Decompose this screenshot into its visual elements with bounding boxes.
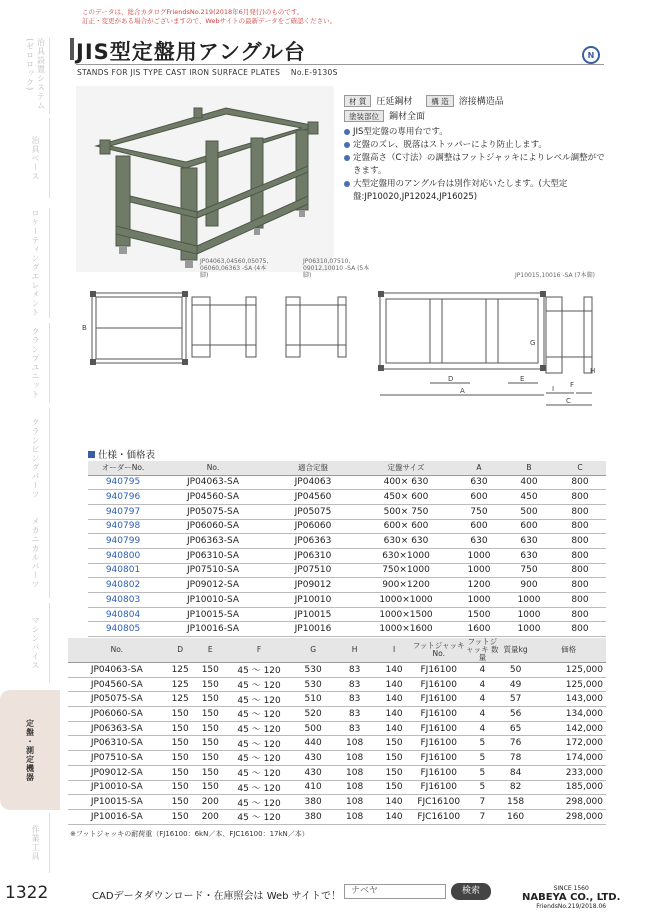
table-row [88,548,606,563]
order-number-link[interactable]: 940803 [88,593,158,608]
table-cell: FJC16100 [413,795,465,810]
table-cell: 530 [292,677,334,692]
table-cell: 7 [465,795,500,810]
table-cell: 630 [454,534,504,549]
sidebar-item-clamping-parts[interactable]: クランピングパーツ [22,408,50,508]
order-number-link[interactable]: 940800 [88,548,158,563]
page-subtitle: STANDS FOR JIS TYPE CAST IRON SURFACE PLATES No.E-9130S [77,68,338,77]
drawing-label-4-leg: JP04063,04560,05075, 06060,06363 -SA (4本脚) [200,258,269,279]
table-cell: 750×1000 [358,563,454,578]
table-cell: JP05075 [268,504,358,519]
cad-download-text: CADデータダウンロード・在庫照会は Web サイトで！ [92,891,341,902]
table-cell: JP10010 [268,593,358,608]
table-cell: 510 [292,692,334,707]
sidebar-item-locating[interactable]: ロケーティングエレメント [22,208,50,318]
table-cell: 49 [500,677,531,692]
table-cell: FJ16100 [413,751,465,766]
table-cell: 108 [334,809,376,824]
table-cell: 630× 630 [358,534,454,549]
table-cell: 150 [166,765,195,780]
table-cell: 4 [465,677,500,692]
table-cell: 630 [504,548,554,563]
table-cell: 125,000 [531,663,606,678]
sidebar-item-surface-plate[interactable]: 定盤・測定機器 [0,690,60,810]
table-cell: 520 [292,707,334,722]
table-cell: 108 [334,795,376,810]
table-cell: 900 [504,578,554,593]
table-header-row: No. D E F G H I フットジャッキ No. フットジャッキ 数量 質量kg 価格 [68,638,606,663]
table-cell: 78 [500,751,531,766]
table-cell: JP07510-SA [68,751,166,766]
table-cell: 45 ～ 120 [226,765,292,780]
table-cell: 800 [554,534,606,549]
table-cell: 450× 600 [358,490,454,505]
table-cell: 800 [554,593,606,608]
order-number-link[interactable]: 940805 [88,622,158,637]
sidebar [0,38,60,861]
table-cell: 750 [504,563,554,578]
table-cell: FJ16100 [413,736,465,751]
table-cell: JP10016-SA [68,809,166,824]
table-row [68,663,606,678]
table-cell: JP10016 [268,622,358,637]
table-row [68,765,606,780]
table-cell: 440 [292,736,334,751]
table-cell: 45 ～ 120 [226,692,292,707]
table-cell: 84 [500,765,531,780]
table-row [68,780,606,795]
technical-drawing [70,255,610,415]
spec-table-1 [88,461,606,637]
table-cell: 150 [195,677,226,692]
table-cell: 630×1000 [358,548,454,563]
table-cell: 430 [292,751,334,766]
sidebar-item-mechanical[interactable]: メカニカルパーツ [22,508,50,598]
table-cell: 140 [375,707,412,722]
dim-label-e: E [520,375,525,383]
table-cell: 150 [195,765,226,780]
feature-item: 大型定盤用のアングル台は別作対応いたします。(大型定盤:JP10020,JP12024,JP16025) [344,178,606,204]
table-cell: 150 [166,707,195,722]
table-cell: 800 [554,519,606,534]
table-cell: 50 [500,663,531,678]
spec-paint-row: 塗装部位 鋼材全面 [344,109,425,122]
order-number-link[interactable]: 940799 [88,534,158,549]
table-cell: 630 [504,534,554,549]
table-cell: 45 ～ 120 [226,677,292,692]
table-cell: 500 [292,721,334,736]
table-cell: JP04063-SA [158,475,268,490]
table-cell: 4 [465,707,500,722]
feature-list [344,126,606,204]
table-cell: JP10010-SA [158,593,268,608]
dim-label-f: F [570,381,575,389]
table-cell: 750 [454,504,504,519]
table-cell: 150 [195,707,226,722]
table-cell: 800 [554,548,606,563]
table-cell: 150 [166,736,195,751]
table-cell: 45 ～ 120 [226,809,292,824]
table-cell: 800 [554,563,606,578]
table-row [68,795,606,810]
order-number-link[interactable]: 940796 [88,490,158,505]
table-cell: JP07510-SA [158,563,268,578]
table-cell: 160 [500,809,531,824]
table-cell: 172,000 [531,736,606,751]
table-cell: 600 [454,490,504,505]
table-cell: 45 ～ 120 [226,707,292,722]
page-title: JIS型定盤用アングル台 [76,40,306,64]
table-cell: 800 [554,622,606,637]
table-cell: 125 [166,663,195,678]
dim-label-g: G [530,339,536,347]
table-cell: JP09012-SA [68,765,166,780]
table-cell: 45 ～ 120 [226,736,292,751]
section-heading: 仕様・価格表 [88,447,155,461]
table-cell: JP04063 [268,475,358,490]
dim-label-c: C [566,397,571,405]
order-number-link[interactable]: 940798 [88,519,158,534]
table-cell: 150 [195,663,226,678]
table-cell: 140 [375,795,412,810]
table-cell: 4 [465,692,500,707]
table-cell: 150 [195,780,226,795]
table-row [68,751,606,766]
table-cell: 45 ～ 120 [226,721,292,736]
dim-label-d: D [448,375,454,383]
table-cell: 143,000 [531,692,606,707]
table-row [88,475,606,490]
table-cell: 800 [554,490,606,505]
table-cell: JP04560 [268,490,358,505]
sidebar-item-tools[interactable]: 作業工具 [22,813,50,873]
table-cell: 5 [465,751,500,766]
table-cell: FJ16100 [413,707,465,722]
table-cell: JP09012-SA [158,578,268,593]
table-row [88,504,606,519]
table-header-row: オーダーNo. No. 適合定盤 定盤サイズ A B C [88,461,606,475]
table-cell: JP06363-SA [68,721,166,736]
table-cell: 1600 [454,622,504,637]
table-cell: 4 [465,721,500,736]
table-row [88,593,606,608]
table-cell: 200 [195,795,226,810]
table-cell: FJ16100 [413,677,465,692]
table-cell: 298,000 [531,809,606,824]
table-cell: JP07510 [268,563,358,578]
table-cell: JP05075-SA [68,692,166,707]
table-cell: 800 [554,504,606,519]
table-cell: 800 [554,607,606,622]
brand-logo-icon: N [582,46,600,64]
table-row [88,607,606,622]
table-cell: FJ16100 [413,692,465,707]
table-cell: 1000 [454,548,504,563]
table-cell: 800 [554,475,606,490]
table-cell: 83 [334,663,376,678]
table-cell: 142,000 [531,721,606,736]
feature-item: 定盤のズレ、脱落はストッパーにより防止します。 [344,139,606,152]
page-number: 1322 [5,883,49,903]
table-cell: FJ16100 [413,721,465,736]
table-cell: JP06310 [268,548,358,563]
table-row [68,692,606,707]
table-cell: 76 [500,736,531,751]
table-cell: 200 [195,809,226,824]
table-cell: JP10016-SA [158,622,268,637]
table-cell: 56 [500,707,531,722]
table-cell: 108 [334,751,376,766]
table-cell: FJC16100 [413,809,465,824]
table-cell: 1000 [504,593,554,608]
table-cell: 57 [500,692,531,707]
table-cell: 83 [334,721,376,736]
table-cell: 500 [504,504,554,519]
table-cell: 45 ～ 120 [226,663,292,678]
table-cell: 174,000 [531,751,606,766]
table-cell: 1000 [454,563,504,578]
table-cell: 150 [375,751,412,766]
order-number-link[interactable]: 940804 [88,607,158,622]
table-cell: 4 [465,663,500,678]
table-cell: JP06060-SA [158,519,268,534]
table-cell: JP06310-SA [68,736,166,751]
table-cell: 600 [454,519,504,534]
sidebar-item-vise[interactable]: マシンバイス [22,603,50,683]
table-cell: JP06363-SA [158,534,268,549]
table-cell: 150 [166,780,195,795]
table-cell: 140 [375,809,412,824]
search-input[interactable]: ナベヤ [344,884,446,899]
table-cell: 1000×1000 [358,593,454,608]
table-cell: 150 [166,795,195,810]
table-cell: 45 ～ 120 [226,795,292,810]
table-cell: JP10015-SA [68,795,166,810]
table-row [88,534,606,549]
table-cell: 140 [375,692,412,707]
table-cell: JP06060-SA [68,707,166,722]
table-cell: 125,000 [531,677,606,692]
table-cell: 150 [195,692,226,707]
sidebar-item-clamp-unit[interactable]: クランプユニット [22,323,50,403]
table-cell: 65 [500,721,531,736]
order-number-link[interactable]: 940797 [88,504,158,519]
table-cell: 1000×1500 [358,607,454,622]
table-row [68,809,606,824]
table-cell: 5 [465,765,500,780]
table-cell: JP06060 [268,519,358,534]
table-cell: 158 [500,795,531,810]
table-cell: 500× 750 [358,504,454,519]
table-cell: 140 [375,721,412,736]
table-cell: 233,000 [531,765,606,780]
table-cell: 150 [375,780,412,795]
table-cell: 1000 [504,622,554,637]
table-row [68,721,606,736]
spec-table-2 [68,638,606,825]
table-cell: 600 [504,519,554,534]
company-logo: SINCE 1560 NABEYA CO., LTD. FriendsNo.219/2018.06 [522,885,621,910]
table-cell: FJ16100 [413,663,465,678]
table-cell: FJ16100 [413,765,465,780]
sidebar-item-jig-base[interactable]: 治具ベース [22,118,50,198]
table-cell: JP04560-SA [158,490,268,505]
table-cell: 125 [166,692,195,707]
table-cell: 45 ～ 120 [226,751,292,766]
footnote: ※フットジャッキの耐荷重（FJ16100：6kN／本、FJC16100：17kN／本） [70,830,309,838]
table-cell: 108 [334,736,376,751]
dim-label-b: B [82,324,87,332]
table-cell: 530 [292,663,334,678]
dim-label-a: A [460,387,465,395]
table-cell: 1000×1600 [358,622,454,637]
table-row [88,490,606,505]
table-cell: 600× 600 [358,519,454,534]
table-cell: 83 [334,677,376,692]
table-cell: 1000 [454,593,504,608]
feature-item: JIS型定盤の専用台です。 [344,126,606,139]
table-cell: 45 ～ 120 [226,780,292,795]
feature-item: 定盤高さ（C寸法）の調整はフットジャッキによりレベル調整ができます。 [344,152,606,178]
table-cell: 150 [375,765,412,780]
table-cell: 150 [195,721,226,736]
title-bar [70,38,74,60]
table-cell: JP09012 [268,578,358,593]
table-cell: 134,000 [531,707,606,722]
square-bullet-icon [88,451,95,458]
table-cell: 900×1200 [358,578,454,593]
table-cell: 150 [375,736,412,751]
table-cell: 140 [375,677,412,692]
table-cell: 400 [504,475,554,490]
table-cell: 83 [334,692,376,707]
drawing-label-5-leg: JP06310,07510, 09012,10010 -SA (5本脚) [303,258,370,279]
table-cell: 1500 [454,607,504,622]
table-cell: JP05075-SA [158,504,268,519]
table-cell: 150 [195,736,226,751]
table-cell: JP10010-SA [68,780,166,795]
spec-material-row: 材 質 圧延鋼材 構 造 溶接構造品 [344,94,504,107]
table-cell: 150 [166,809,195,824]
table-cell: JP06363 [268,534,358,549]
table-row [88,578,606,593]
table-cell: 108 [334,780,376,795]
table-row [88,622,606,637]
table-cell: JP10015-SA [158,607,268,622]
table-cell: 1200 [454,578,504,593]
dim-label-h: H [590,367,596,375]
table-cell: 380 [292,795,334,810]
table-cell: FJ16100 [413,780,465,795]
table-cell: 380 [292,809,334,824]
table-cell: 83 [334,707,376,722]
table-cell: 185,000 [531,780,606,795]
product-photo [76,86,334,272]
table-cell: JP04063-SA [68,663,166,678]
table-cell: 150 [166,721,195,736]
sidebar-item-zero-lock[interactable]: 治具設置システム(ゼロロック) [22,38,50,114]
table-cell: 1000 [504,607,554,622]
table-cell: JP06310-SA [158,548,268,563]
table-row [88,519,606,534]
table-cell: 5 [465,780,500,795]
table-row [68,677,606,692]
table-cell: 140 [375,663,412,678]
table-cell: 630 [454,475,504,490]
table-cell: 400× 630 [358,475,454,490]
table-cell: 5 [465,736,500,751]
search-button[interactable]: 検索 [451,883,491,900]
notice: このデータは、総合カタログFriendsNo.219(2018年6月発行)のものです。 訂正・変更がある場合がございますので、Webサイトの最新データをご確認ください。 [82,8,337,25]
table-cell: JP10015 [268,607,358,622]
drawing-label-7-leg: JP10015,10016 -SA (7本脚) [515,272,595,279]
table-row [88,563,606,578]
table-cell: 82 [500,780,531,795]
table-cell: 125 [166,677,195,692]
table-cell: 450 [504,490,554,505]
table-cell: 7 [465,809,500,824]
table-cell: JP04560-SA [68,677,166,692]
divider [76,64,604,65]
table-cell: 150 [195,751,226,766]
table-cell: 800 [554,578,606,593]
dim-label-i: I [552,385,555,393]
table-cell: 150 [166,751,195,766]
table-cell: 298,000 [531,795,606,810]
order-number-link[interactable]: 940802 [88,578,158,593]
table-row [68,707,606,722]
table-cell: 410 [292,780,334,795]
order-number-link[interactable]: 940795 [88,475,158,490]
table-row [68,736,606,751]
table-cell: 108 [334,765,376,780]
order-number-link[interactable]: 940801 [88,563,158,578]
table-cell: 430 [292,765,334,780]
